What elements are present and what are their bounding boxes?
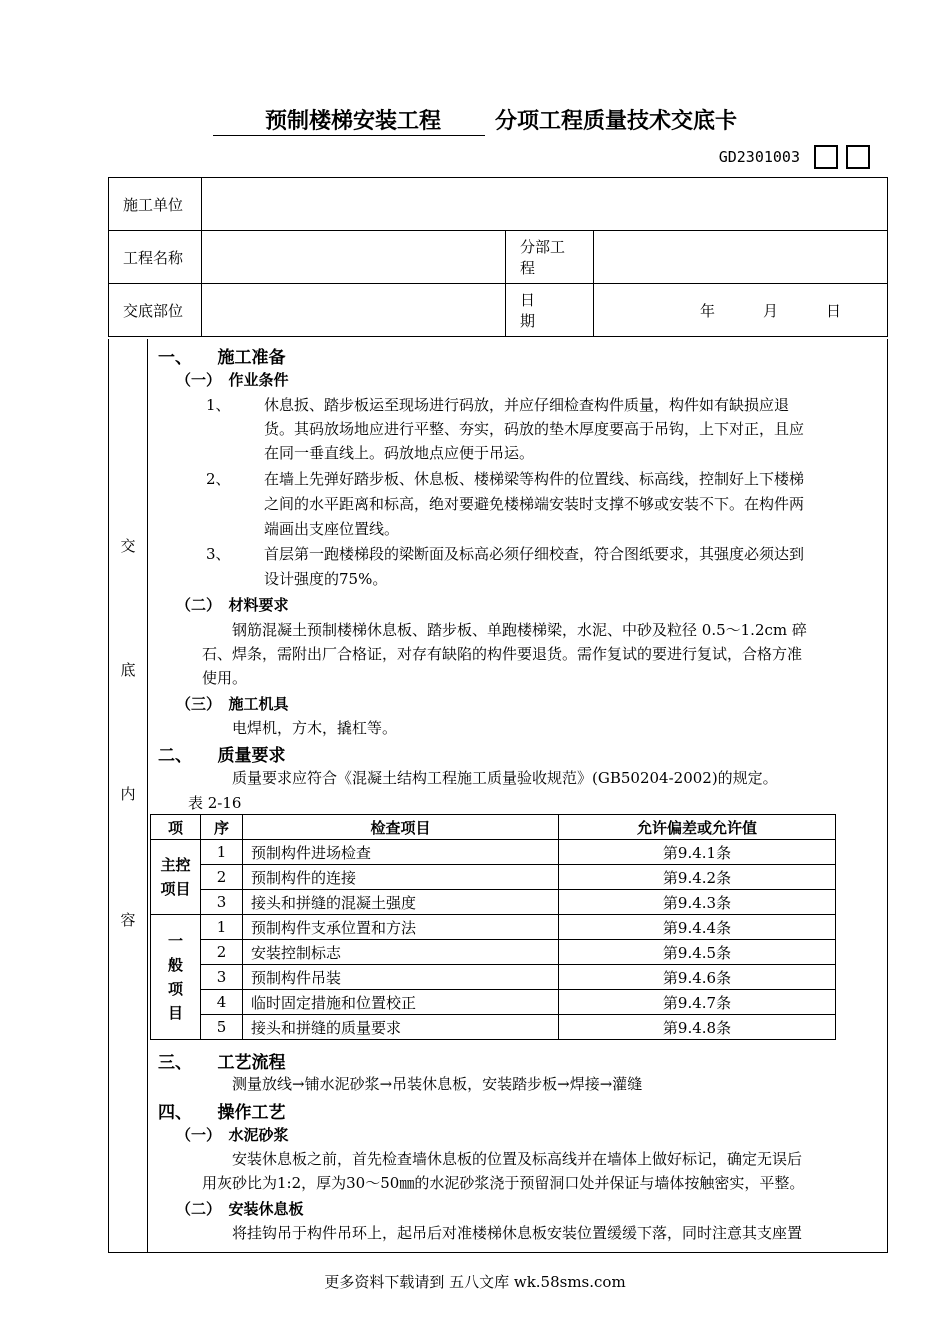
para-2-num: 2、 [206, 470, 231, 488]
para-1-num: 1、 [206, 396, 231, 414]
row-no: 1 [201, 840, 243, 865]
row-item: 预制构件的连接 [243, 865, 559, 890]
para-1-line-2: 货。其码放场地应进行平整、夯实，码放的垫木厚度要高于吊钩，上下对正，且应 [264, 420, 805, 438]
row-item: 预制构件支承位置和方法 [243, 915, 559, 940]
materials-line-2: 石、焊条，需附出厂合格证，对存有缺陷的构件要退货。需作复试的要进行复试，合格方准 [202, 645, 803, 663]
date-day: 日 [826, 301, 842, 320]
section-4-2-heading: （二） 安装休息板 [176, 1200, 304, 1218]
date-label: 日 期 [506, 284, 594, 337]
row-item: 临时固定措施和位置校正 [243, 990, 559, 1015]
unit-label: 施工单位 [109, 178, 202, 231]
section-1-1-heading: （一） 作业条件 [176, 371, 289, 389]
section-4-heading: 四、 操作工艺 [158, 1103, 286, 1123]
group-main: 主控 项目 [151, 840, 201, 915]
th-value: 允许偏差或允许值 [559, 815, 836, 840]
row-value: 第9.4.5条 [559, 940, 836, 965]
row-item: 预制构件吊装 [243, 965, 559, 990]
op-2-line-1: 将挂钩吊于构件吊环上，起吊后对准楼梯休息板安装位置缓缓下落，同时注意其支座置 [232, 1224, 803, 1242]
row-no: 2 [201, 940, 243, 965]
section-value[interactable] [594, 231, 888, 284]
para-2-line-3: 端画出支座位置线。 [264, 520, 400, 538]
table-row [151, 990, 836, 1015]
section-4-1-heading: （一） 水泥砂浆 [176, 1126, 289, 1144]
para-3-line-1: 首层第一跑楼梯段的梁断面及标高必须仔细校查，符合图纸要求，其强度必须达到 [264, 545, 805, 563]
checkbox-2[interactable] [846, 145, 870, 169]
date-month: 月 [763, 301, 779, 320]
position-label: 交底部位 [109, 284, 202, 337]
table-row [151, 865, 836, 890]
section-1-heading: 一、 施工准备 [158, 348, 286, 368]
table-row [151, 840, 836, 865]
th-group: 项 [151, 815, 201, 840]
side-char-1: 交 [120, 537, 136, 555]
row-value: 第9.4.4条 [559, 915, 836, 940]
para-2-line-2: 之间的水平距离和标高，绝对要避免楼梯端安装时支撑不够或安装不下。在构件两 [264, 495, 805, 513]
section-2-heading: 二、 质量要求 [158, 746, 286, 766]
side-label [108, 339, 148, 1253]
section-label: 分部工程 [506, 231, 594, 284]
date-year: 年 [700, 301, 716, 320]
row-value: 第9.4.6条 [559, 965, 836, 990]
row-item: 接头和拼缝的质量要求 [243, 1015, 559, 1040]
table-row [151, 1015, 836, 1040]
row-value: 第9.4.7条 [559, 990, 836, 1015]
row-item: 接头和拼缝的混凝土强度 [243, 890, 559, 915]
side-char-4: 容 [120, 911, 136, 929]
position-value[interactable] [202, 284, 506, 337]
quality-table [150, 814, 836, 1040]
row-no: 4 [201, 990, 243, 1015]
para-3-line-2: 设计强度的75%。 [264, 570, 388, 588]
page-title [0, 104, 950, 136]
form-code-text: GD2301003 [718, 148, 800, 166]
para-1-line-3: 在同一垂直线上。码放地点应便于吊运。 [264, 444, 535, 462]
tools-text: 电焊机，方木，撬杠等。 [232, 719, 398, 737]
table-row [151, 890, 836, 915]
op-1-line-2: 用灰砂比为1:2，厚为30～50㎜的水泥砂浆浇于预留洞口处并保证与墙体按触密实，平整。 [202, 1174, 805, 1192]
row-no: 1 [201, 915, 243, 940]
flow-text: 测量放线→铺水泥砂浆→吊装休息板，安装踏步板→焊接→灌缝 [232, 1075, 643, 1093]
quality-text: 质量要求应符合《混凝土结构工程施工质量验收规范》(GB50204-2002)的规定。 [232, 769, 778, 787]
row-no: 2 [201, 865, 243, 890]
materials-line-3: 使用。 [202, 669, 248, 687]
header-table [108, 177, 888, 337]
project-value[interactable] [202, 231, 506, 284]
table-header-row [151, 815, 836, 840]
side-char-3: 内 [120, 785, 136, 803]
date-value[interactable] [594, 284, 888, 337]
row-value: 第9.4.1条 [559, 840, 836, 865]
section-1-2-heading: （二） 材料要求 [176, 596, 289, 614]
row-value: 第9.4.8条 [559, 1015, 836, 1040]
unit-value[interactable] [202, 178, 888, 231]
table-row [151, 915, 836, 940]
row-value: 第9.4.2条 [559, 865, 836, 890]
row-no: 3 [201, 890, 243, 915]
project-label: 工程名称 [109, 231, 202, 284]
row-value: 第9.4.3条 [559, 890, 836, 915]
th-no: 序 [201, 815, 243, 840]
table-row [151, 965, 836, 990]
footer-text: 更多资料下载请到 五八文库 wk.58sms.com [324, 1273, 626, 1291]
title-project: 预制楼梯安装工程 [213, 104, 485, 136]
materials-line-1: 钢筋混凝土预制楼梯休息板、踏步板、单跑楼梯梁，水泥、中砂及粒径 0.5～1.2cm 碎 [232, 621, 807, 639]
row-item: 预制构件进场检查 [243, 840, 559, 865]
para-2-line-1: 在墙上先弹好踏步板、休息板、楼梯梁等构件的位置线、标高线，控制好上下楼梯 [264, 470, 805, 488]
section-1-3-heading: （三） 施工机具 [176, 695, 289, 713]
row-no: 3 [201, 965, 243, 990]
form-code [719, 145, 870, 169]
checkbox-1[interactable] [814, 145, 838, 169]
table-row [151, 940, 836, 965]
row-item: 安装控制标志 [243, 940, 559, 965]
para-3-num: 3、 [206, 545, 231, 563]
para-1-line-1: 休息扳、踏步板运至现场进行码放，并应仔细检查构件质量，构件如有缺损应退 [264, 396, 790, 414]
op-1-line-1: 安装休息板之前，首先检查墙休息板的位置及标高线并在墙体上做好标记，确定无误后 [232, 1150, 803, 1168]
side-char-2: 底 [120, 661, 136, 679]
section-3-heading: 三、 工艺流程 [158, 1053, 286, 1073]
group-general: 一 般 项 目 [151, 915, 201, 1040]
title-suffix: 分项工程质量技术交底卡 [495, 109, 738, 134]
row-no: 5 [201, 1015, 243, 1040]
table-number: 表 2-16 [188, 794, 242, 812]
th-item: 检查项目 [243, 815, 559, 840]
